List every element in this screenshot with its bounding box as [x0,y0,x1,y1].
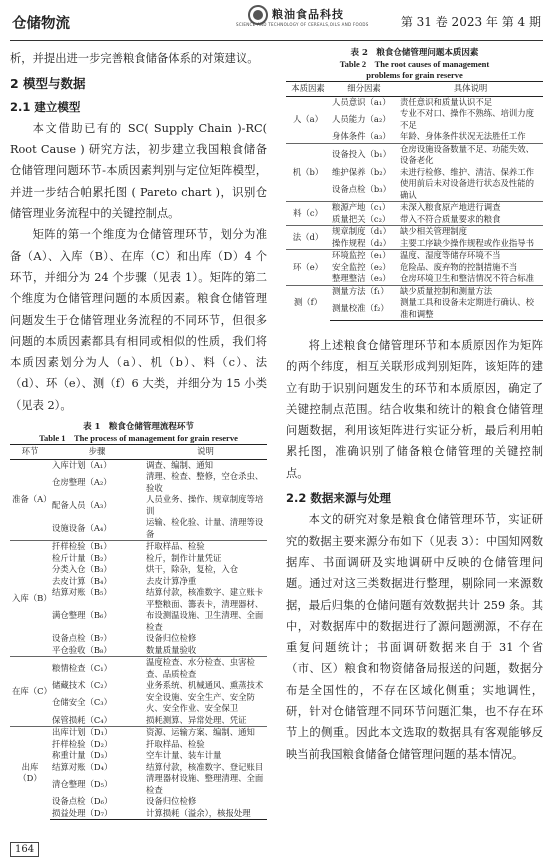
table2-header: 具体说明 [398,82,543,97]
table1-step-cell: 仓房整理（A₂） [52,476,112,487]
table1-title-en: Table 1 The process of management for grain reserve [39,433,238,444]
table2-step-cell: 粮源产地（c₁） [330,202,398,214]
table1-step-cell: 扦样检验（B₁） [50,541,144,553]
table2-group-cell: 机（b） [286,143,330,202]
table1-desc-cell: 设备归位检修 [146,633,197,644]
table2-desc-cell: 责任意识和质量认识不足 [400,96,493,107]
table1-group-cell: 入库（B） [10,541,50,657]
table1-desc-cell: 去皮计算净重 [146,575,197,586]
table1-step-cell: 损益处理（D₇） [50,808,144,820]
table1-desc-cell: 温度检查、水分检查、虫害检查、品质检查 [144,657,267,681]
table2-header: 细分因素 [330,82,398,97]
table2-desc-cell: 仓房设施设备数量不足、功能失效、设备老化 [398,143,543,167]
paragraph: 将上述粮食仓储管理环节和本质原因作为矩阵的两个纬度，相互关联形成判别矩阵，该矩阵的建立有助于识别问题发生的环节和本质原因，确定了关键控制点范围。结合收集和统计的粮食仓储管理问题数据，利用该矩阵进行实证分析，最后利用帕累托图，准确识别了储备粮仓储管理的关键控制点。 [286,339,543,480]
table1-desc-cell: 扦取样品、检验 [144,541,267,553]
table1-desc-cell: 结算付款，核准数字、登记账目 [146,761,264,772]
table2-step-cell: 规章制度（d₁） [330,226,398,238]
subsection-heading: 2.1 建立模型 [10,99,81,114]
table1-title: 表 1 粮食仓储管理流程环节 [83,422,194,433]
journal-brand-sub: SCIENCE AND TECHNOLOGY OF CEREALS,OILS AND FOODS [236,22,369,27]
table2-step-cell: 安全监控（e₂） [332,261,391,272]
table2-desc-cell: 仓房环境卫生和整洁情况不符合标准 [400,273,534,283]
table1-desc-cell: 空车计量、装车计量 [146,750,222,761]
subsection-heading: 2.2 数据来源与处理 [286,491,391,506]
table1-step-cell: 称重计量（D₃） [52,750,113,761]
table2-row [286,143,543,167]
table1-desc-cell: 扦取样品、检验 [146,738,205,749]
table1-step-cell: 检斤计量（B₂） [52,552,112,563]
table1-step-cell: 扦样检验（D₂） [52,738,113,749]
page-header [10,0,543,41]
table2-desc-cell: 测量工具和设备未定期进行确认、校准和调整 [398,297,543,321]
table2-desc-cell: 缺少相关管理制度 [398,226,543,238]
table1-desc-cell: 检斤，制作计量凭证 [146,552,222,563]
table2-step-cell: 质量把关（c₂） [332,213,391,224]
table1-desc-cell: 损耗测算、异常处理、凭证 [146,714,247,725]
table1-step-cell: 结算对账（B₅） [52,587,112,598]
table1-step-cell: 储藏技术（C₂） [52,680,113,691]
table1-step-cell: 分类入仓（B₃） [52,564,112,575]
table1-desc-cell: 运输、检化验、计量、清理等设备 [146,517,264,539]
table1-step-cell: 入库计划（A₁） [52,459,112,470]
table2-desc-cell: 危险品、废弃物的控制措施不当 [400,261,518,272]
journal-section: 仓储物流 [12,16,70,32]
table1-step-cell: 满仓整理（B₆） [52,610,112,621]
table1-step-cell: 平仓验收（B₈） [52,644,112,655]
table2-desc-cell: 使用前后未对设备进行状态及性能的确认 [400,178,534,200]
table1-row [10,727,267,739]
right-column [286,48,543,765]
table1-step-cell: 清仓整理（D₅） [52,778,113,789]
table2-desc-cell: 主要工序缺少操作规程或作业指导书 [400,237,534,248]
table1-header: 环节 [10,445,50,460]
table1-group-cell: 出库（D） [10,727,50,820]
table2-step-cell: 人员意识（a₁） [332,96,391,107]
table2-desc-cell: 未进行检修、维护、清洁、保养工作 [400,166,534,177]
table1-row [10,657,267,681]
table1-desc-cell: 计算损耗（溢余），核报处理 [144,808,267,820]
table2-desc-cell: 专业不对口、操作不熟练、培训力度不足 [400,108,534,130]
table2-desc-cell: 年龄、身体条件状况无法胜任工作 [400,131,526,141]
table1-desc-cell: 数量质量验收 [146,644,197,655]
table2-desc-cell: 温度、湿度等储存环境不当 [398,250,543,262]
table1-step-cell: 出库计划（D₁） [50,727,144,739]
table2-row [286,226,543,238]
table1-row [10,541,267,553]
table1-desc-cell: 平整粮面、籌表卡，清理器材、布设测温设施、卫生清理、全面检查 [146,598,264,632]
table1-group-cell: 在库（C） [10,657,50,727]
left-column [10,48,267,820]
table1-step-cell: 去皮计算（B₄） [52,575,112,586]
table2-step-cell: 身体条件（a₃） [332,131,391,141]
table1-desc-cell: 清理、检查、整修，空仓杀虫、验收 [146,471,264,493]
table1-step-cell: 设备点检（D₆） [52,796,113,807]
table2-title-en: problems for grain reserve [366,70,463,80]
page-number: 164 [10,842,39,857]
table1-row [10,459,267,471]
table2-step-cell: 测量校准（f₂） [330,297,398,321]
table2-desc-cell: 未深入粮食原产地进行调查 [398,202,543,214]
table2-step-cell: 测量方法（f₁） [330,285,398,297]
table1-desc-cell: 设备归位检修 [146,796,197,807]
table2-group-cell: 料（c） [286,202,330,226]
table1-desc-cell: 结算付款，核准数字、建立账卡 [146,587,264,598]
table1-step-cell: 仓储安全（C₃） [52,697,113,708]
table2-title: 表 2 粮食仓储管理问题本质因素 [350,48,479,58]
table2-row [286,202,543,214]
table2-desc-cell: 缺少质量控制和测量方法 [398,285,543,297]
paragraph: 本文的研究对象是粮食仓储管理环节，实证研究的数据主要来源分布如下（见表 3）：中国知网数据库、书面调研及实地调研中反映的仓储管理问题。通过对这三类数据进行整理，剔除同一来源数据，最后归集的仓储问题有效数据共计 259 条。其中，对数据库中的数据进行了源问题溯源，不存在重复问题统计；书面调研数据来自于 31 个省（市、区）粮食和物资储备局报送的问题，数据分布是全国性的，不存在区域化侧重；实地调性，研，针对仓储管理不同环节问题汇集，也不存在环节上的侧重。因此本文选取的数据具有客观能够反映当前我国粮食储备仓储管理问题的基本情况。 [286,513,543,761]
table2-step-cell: 操作规程（d₂） [332,237,391,248]
table1-step-cell: 粮情检查（C₁） [50,657,144,681]
table2-step-cell: 维护保养（b₂） [332,166,391,177]
table1-step-cell: 结算对账（D₄） [52,761,113,772]
intro-text: 析，并提出进一步完善粮食储备体系的对策建议。 [10,52,259,65]
table2-header: 本质因素 [286,82,330,97]
table2-step-cell: 整理整洁（e₃） [332,273,391,283]
paragraph: 本文借助已有的 SC( Supply Chain )-RC( Root Cause ) 研究方法，初步建立我国粮食储备仓储管理问题环节-本质因素判别与定位矩阵模型，并进一步结合帕累托图 ( Pareto chart )，识别仓储管理业务流程中的关键控制点。 [10,121,267,221]
table2-group-cell: 法（d） [286,226,330,250]
issue-info: 第 31 卷 2023 年 第 4 期 [400,15,541,29]
table2-desc-cell: 带入不符合质量要求的粮食 [400,213,501,224]
table1-group-cell: 准备（A） [12,494,52,505]
table2-title-en: Table 2 The root causes of management [339,59,490,69]
table2 [286,81,543,321]
table1-step-cell: 设施设备（A₄） [52,522,112,533]
table1-header: 步骤 [50,445,144,460]
table1-step-cell: 配备人员（A₃） [52,499,112,510]
table1-desc-cell: 业务系统、机械通风、熏蒸技术 [146,680,264,691]
table2-row [286,250,543,262]
table2-row [286,96,543,108]
paragraph: 矩阵的第一个维度为仓储管理环节，划分为准备（A）、入库（B）、在库（C）和出库（D）4 个环节，并细分为 24 个步骤（见表 1）。矩阵的第二个维度为仓储管理问题的本质因素。粮食仓储管理问题发生于仓储管理业务流程的不同环节，但很多问题的本质因素都具有相同或相似的性质，我们将本质因素划分为人（a）、机（b）、料（c）、法（d）、环（e）、测（f）6 大类，并细分为 15 小类（见表 2）。 [10,228,267,412]
table1-desc-cell: 烘干，除杂，复检，入仓 [146,564,239,575]
table2-step-cell: 人员能力（a₂） [332,113,391,124]
table2-step-cell: 设备投入（b₁） [330,143,398,167]
table2-row [286,285,543,297]
section-heading: 2 模型与数据 [10,76,86,92]
table1-desc-cell: 清理器材设施、整理清理、全面检查 [146,773,264,795]
table1-step-cell: 设备点检（B₇） [52,633,112,644]
table1-step-cell: 保管损耗（C₄） [52,714,113,725]
table1-header: 说明 [144,445,267,460]
table2-step-cell: 环境监控（e₁） [330,250,398,262]
table2-group-cell: 人（a） [292,113,324,124]
table1-desc-cell: 安全设施、安全生产、安全防火、安全作业、安全保卫 [146,691,255,714]
table2-step-cell: 设备点检（b₃） [332,183,391,194]
journal-brand: 粮油食品科技 [272,8,344,21]
table1-desc-cell: 人员业务、操作、规章制度等培训 [146,494,264,516]
table2-group-cell: 测（f） [286,285,330,321]
table2-group-cell: 环（e） [286,250,330,286]
table1-desc-cell: 调查、编制、通知 [146,459,213,470]
table1-desc-cell: 资源、运输方案、编制、通知 [144,727,267,739]
table1 [10,444,267,820]
